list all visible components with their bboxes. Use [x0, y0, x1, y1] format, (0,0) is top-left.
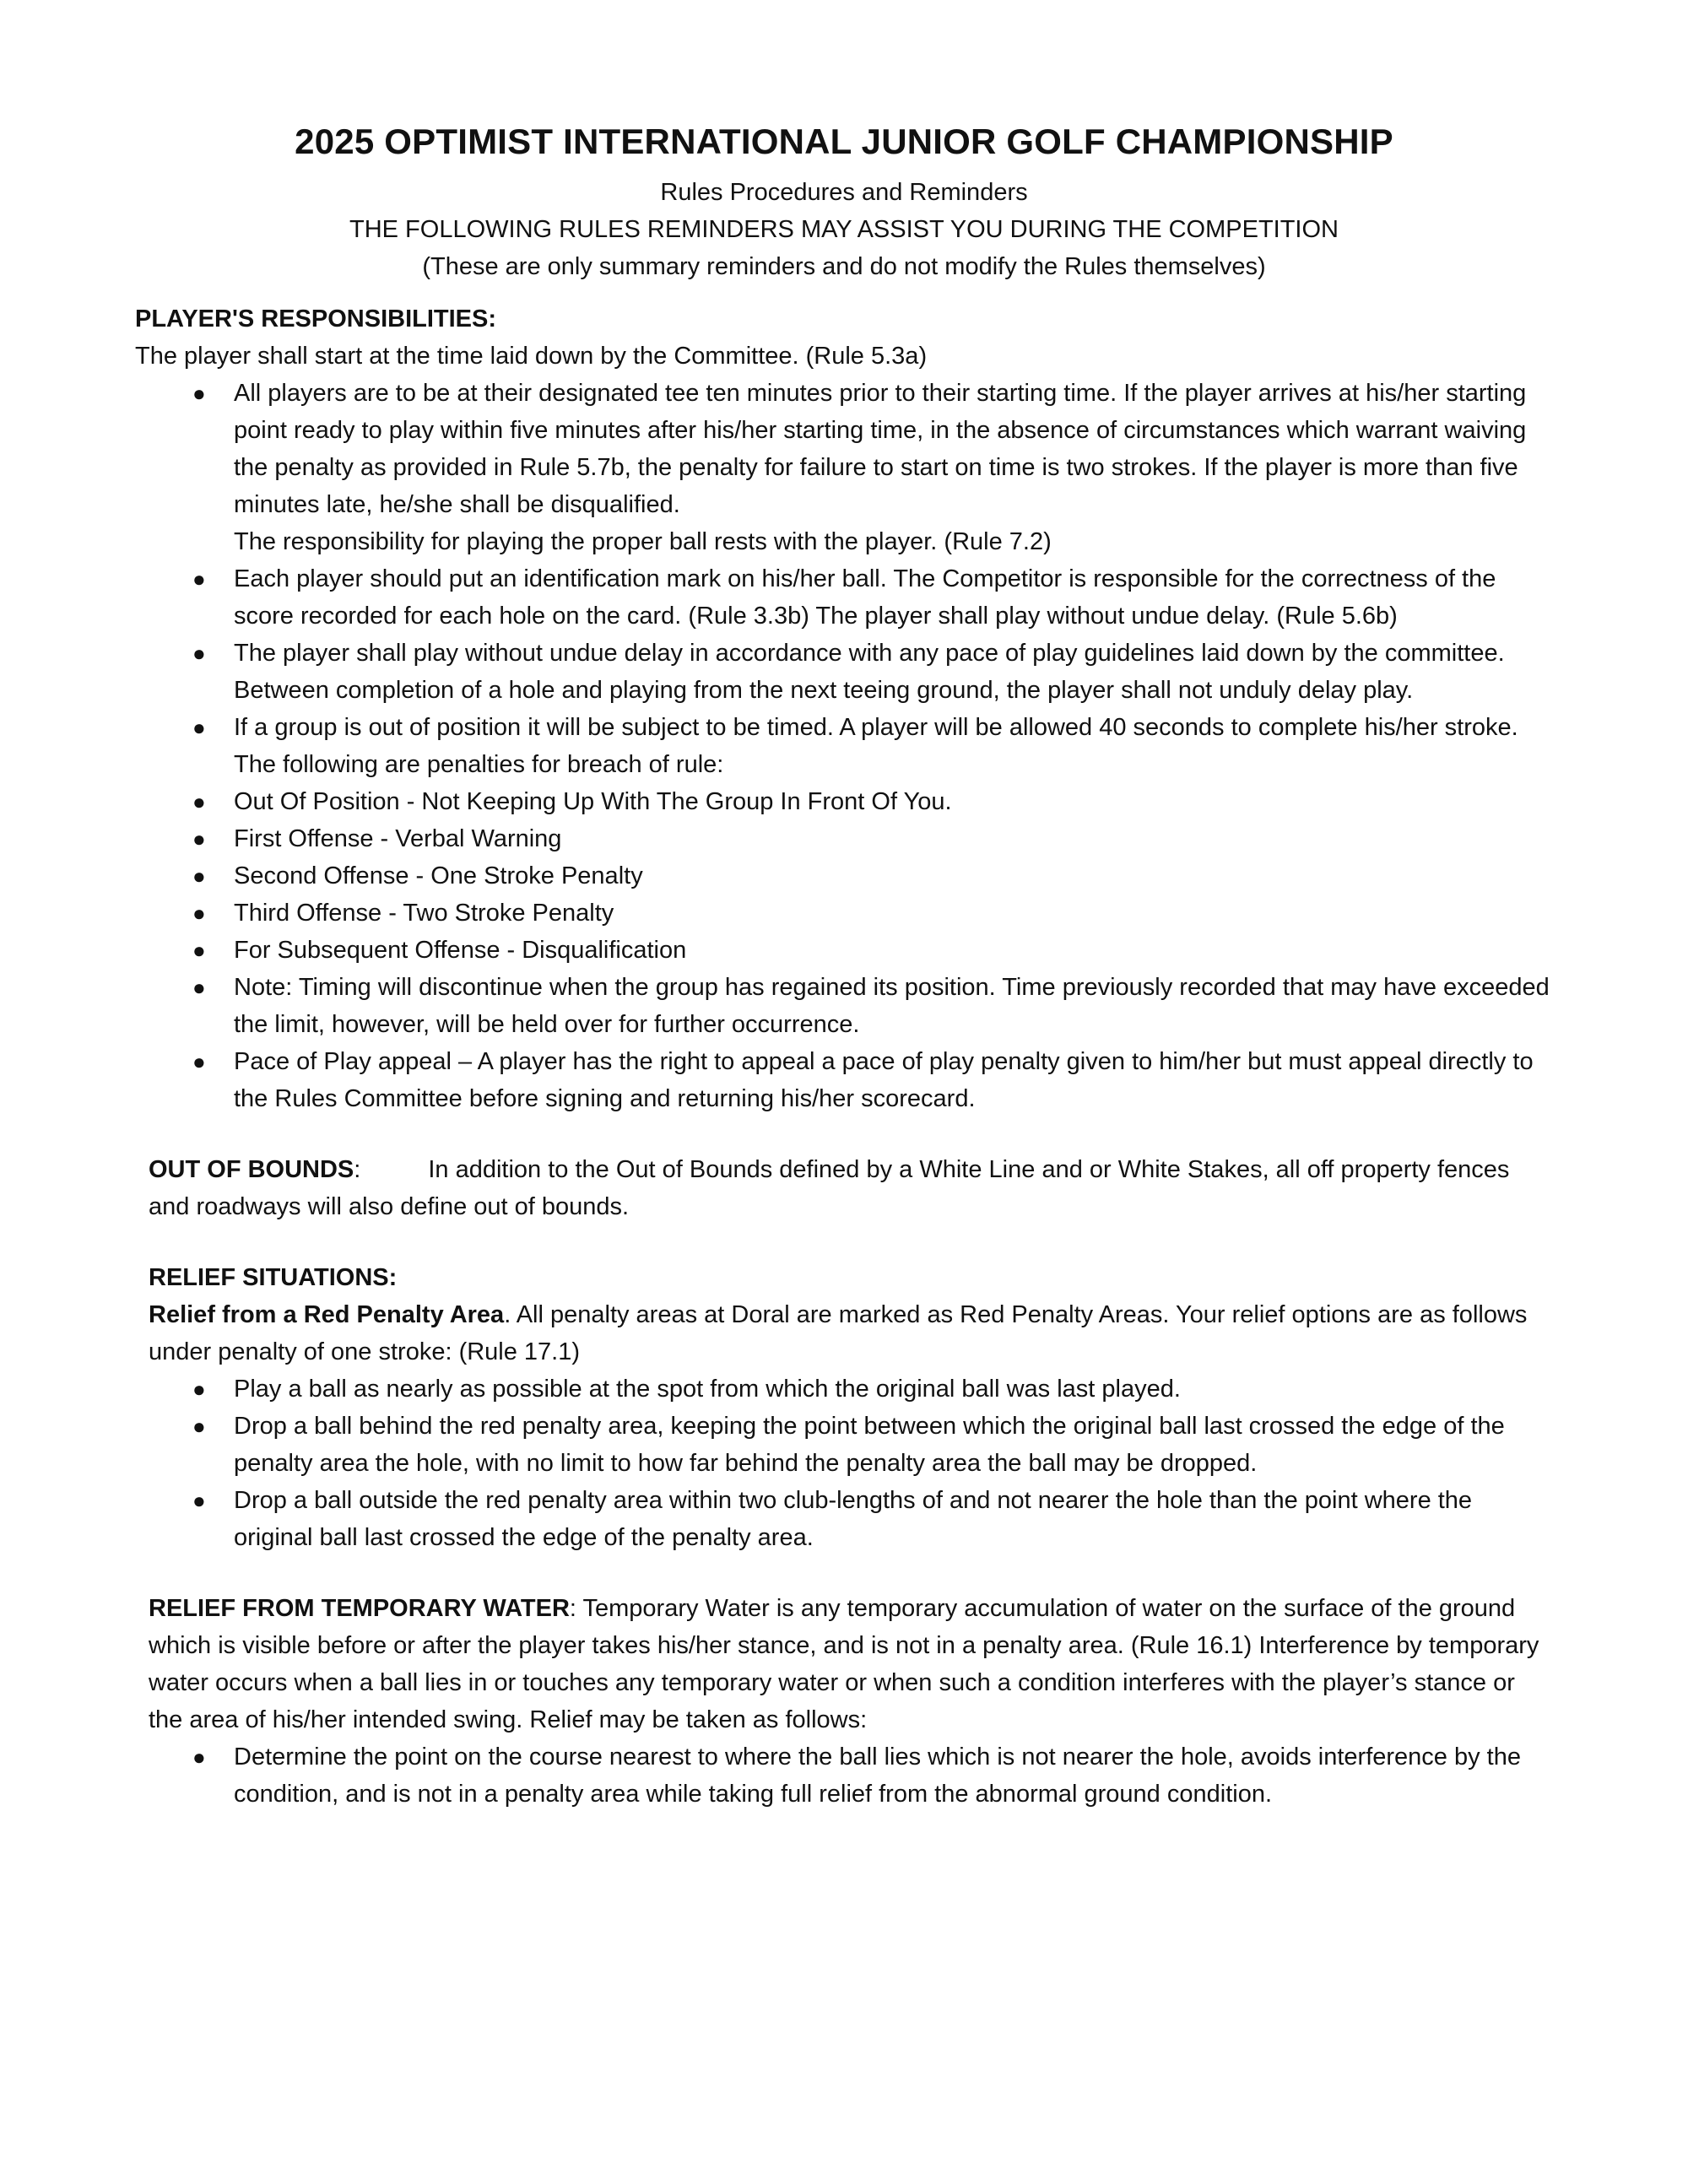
- bullet-icon: ●: [192, 1049, 206, 1074]
- out-of-bounds-paragraph: [149, 1151, 1553, 1225]
- list-item-text: Third Offense - Two Stroke Penalty: [234, 900, 614, 927]
- list-item: [135, 895, 1553, 932]
- red-penalty-area-text: . All penalty areas at Doral are marked as Red Penalty Areas. Your relief options are as follows under penalty of one stroke: (Rule 17.1): [149, 1301, 1528, 1365]
- list-item-text: If a group is out of position it will be subject to be timed. A player will be allowed 40 seconds to complete his/her stroke. The following are penalties for breach of rule:: [234, 714, 1518, 778]
- players-responsibilities-section: [135, 300, 1553, 1117]
- section-intro: The player shall start at the time laid down by the Committee. (Rule 5.3a): [135, 343, 928, 370]
- out-of-bounds-colon: :: [354, 1156, 361, 1183]
- bullet-icon: ●: [192, 863, 206, 889]
- list-item-text: Drop a ball behind the red penalty area, keeping the point between which the original ball last crossed the edge of the penalty area the hole, with no limit to how far behind the penalty area the ball may be dropped.: [234, 1413, 1505, 1477]
- bullet-icon: ●: [192, 566, 206, 592]
- list-item-text: For Subsequent Offense - Disqualification: [234, 937, 687, 964]
- red-penalty-area-paragraph: [149, 1296, 1553, 1370]
- bullet-icon: ●: [192, 826, 206, 851]
- temporary-water-paragraph: [149, 1590, 1553, 1738]
- out-of-bounds-text: In addition to the Out of Bounds defined by a White Line and or White Stakes, all off property fences and roadways will also define out of bounds.: [149, 1156, 1510, 1220]
- list-item-text: Note: Timing will discontinue when the group has regained its position. Time previously recorded that may have exceeded the limit, however, will be held over for further occurrence.: [234, 974, 1550, 1038]
- list-item: [135, 1370, 1553, 1408]
- list-item: [135, 635, 1553, 709]
- list-item-text: Drop a ball outside the red penalty area within two club-lengths of and not nearer the hole than the point where the original ball last crossed the edge of the penalty area.: [234, 1487, 1473, 1551]
- temporary-water-options-list: [135, 1738, 1553, 1813]
- temporary-water-label: RELIEF FROM TEMPORARY WATER: [149, 1595, 570, 1622]
- section-heading: PLAYER'S RESPONSIBILITIES:: [135, 305, 497, 332]
- bullet-icon: ●: [192, 938, 206, 963]
- temporary-water-text: : Temporary Water is any temporary accumulation of water on the surface of the ground which is visible before or after the player takes his/her stance, and is not in a penalty area. (Rule 16.1) Interference by temporary water occurs when a ball lies in or touches any temporary water or when such a condition interferes with the player’s stance or the area of his/her intended swing. Relief may be taken as follows:: [149, 1595, 1539, 1733]
- list-item-text: All players are to be at their designated tee ten minutes prior to their starting time. If the player arrives at his/her starting point ready to play within five minutes after his/her starting time, in the absence of circumstances which warrant waiving the penalty as provided in Rule 5.7b, the penalty for failure to start on time is two strokes. If the player is more than five minutes late, he/she shall be disqualified.: [234, 380, 1527, 518]
- list-item-text: Each player should put an identification mark on his/her ball. The Competitor is responsible for the correctness of the score recorded for each hole on the card. (Rule 3.3b) The player shall play without undue delay. (Rule 5.6b): [234, 565, 1496, 630]
- relief-options-list: [135, 1370, 1553, 1556]
- document-subtitle: Rules Procedures and Reminders: [660, 179, 1028, 206]
- bullet-icon: ●: [192, 641, 206, 666]
- list-item: [135, 932, 1553, 969]
- section-heading: RELIEF SITUATIONS:: [149, 1264, 398, 1291]
- list-item: [135, 783, 1553, 820]
- bullet-icon: ●: [192, 975, 206, 1000]
- bullet-icon: ●: [192, 1488, 206, 1513]
- list-item-text: Pace of Play appeal – A player has the right to appeal a pace of play penalty given to him/her but must appeal directly to the Rules Committee before signing and returning his/her scorecard.: [234, 1048, 1534, 1112]
- document-title: 2025 OPTIMIST INTERNATIONAL JUNIOR GOLF CHAMPIONSHIP: [295, 122, 1393, 161]
- out-of-bounds-section: [135, 1151, 1553, 1225]
- red-penalty-area-label: Relief from a Red Penalty Area: [149, 1301, 505, 1328]
- temporary-water-section: [135, 1590, 1553, 1738]
- list-item: [135, 1408, 1553, 1482]
- list-item-text: First Offense - Verbal Warning: [234, 825, 562, 852]
- bullet-icon: ●: [192, 1376, 206, 1402]
- list-item-text: Second Offense - One Stroke Penalty: [234, 862, 643, 889]
- list-item-text: The player shall play without undue delay in accordance with any pace of play guidelines laid down by the committee. Between completion of a hole and playing from the next teeing ground, the player shall not unduly delay play.: [234, 640, 1505, 704]
- list-item-text: Play a ball as nearly as possible at the spot from which the original ball was last played.: [234, 1376, 1181, 1403]
- bullet-icon: ●: [192, 1744, 206, 1770]
- out-of-bounds-label: OUT OF BOUNDS: [149, 1156, 354, 1183]
- bullet-icon: ●: [192, 900, 206, 926]
- list-item: [135, 1043, 1553, 1117]
- bullet-icon: ●: [192, 789, 206, 814]
- list-item: [135, 709, 1553, 783]
- list-item: [135, 1482, 1553, 1556]
- relief-situations-section: [135, 1259, 1553, 1370]
- list-item: [135, 375, 1553, 560]
- bullet-icon: ●: [192, 381, 206, 406]
- list-item-text: The responsibility for playing the proper ball rests with the player. (Rule 7.2): [234, 528, 1052, 555]
- list-item: [135, 969, 1553, 1043]
- list-item-text: Determine the point on the course nearest to where the ball lies which is not nearer the hole, avoids interference by the condition, and is not in a penalty area while taking full relief from the abnormal ground condition.: [234, 1743, 1521, 1808]
- list-item: [135, 1738, 1553, 1813]
- list-item: [135, 820, 1553, 857]
- document-disclaimer: (These are only summary reminders and do not modify the Rules themselves): [422, 253, 1266, 280]
- bullet-icon: ●: [192, 715, 206, 740]
- list-item: [135, 560, 1553, 635]
- document-subtitle-caps: THE FOLLOWING RULES REMINDERS MAY ASSIST YOU DURING THE COMPETITION: [349, 216, 1339, 243]
- responsibilities-list: [135, 375, 1553, 1117]
- list-item: [135, 857, 1553, 895]
- list-item-text: Out Of Position - Not Keeping Up With The Group In Front Of You.: [234, 788, 952, 815]
- bullet-icon: ●: [192, 1414, 206, 1439]
